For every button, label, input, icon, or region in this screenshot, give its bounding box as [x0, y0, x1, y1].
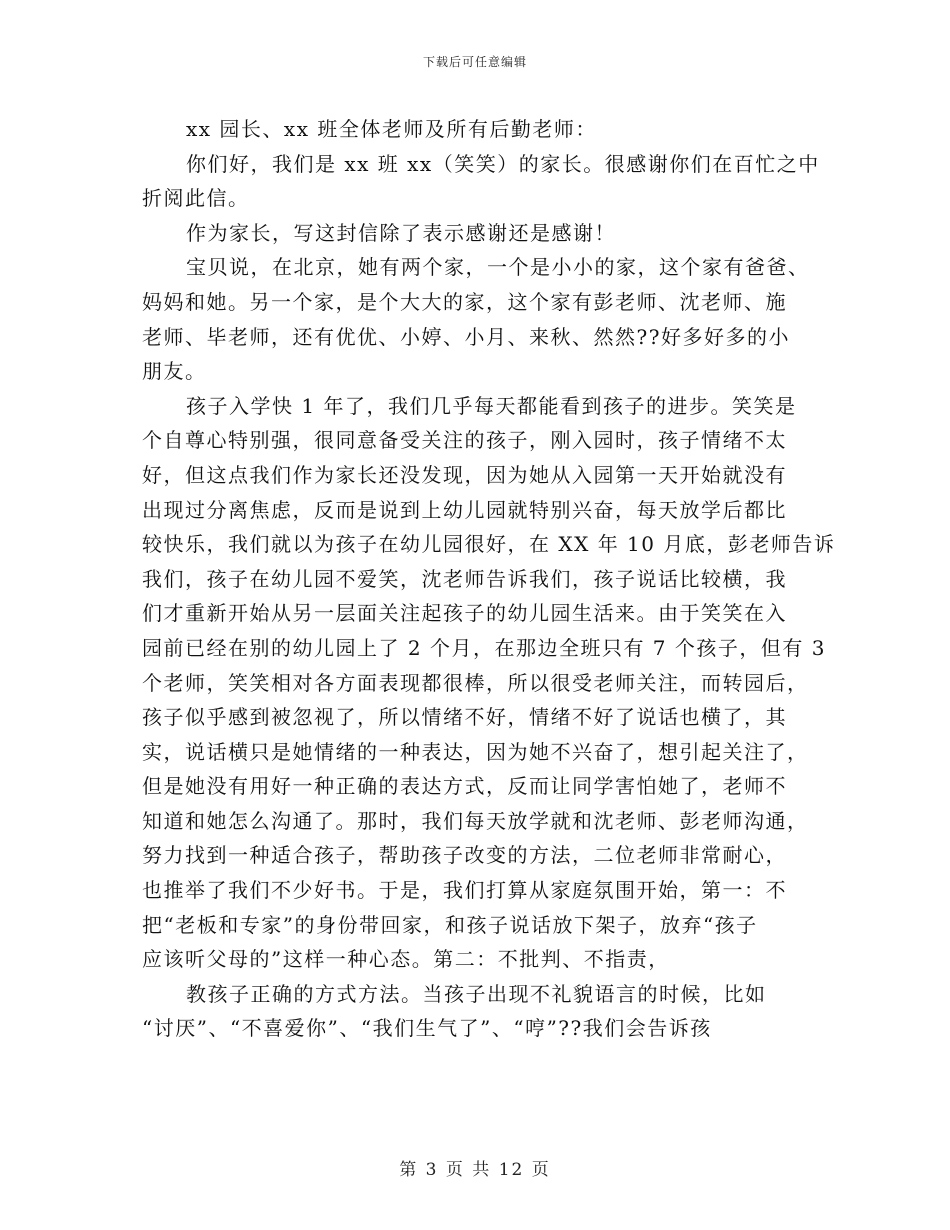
text-line: “讨厌”、“不喜爱你”、“我们生气了”、“哼”??我们会告诉孩	[142, 1016, 712, 1041]
text-line: 也推举了我们不少好书。于是，我们打算从家庭氛围开始，第一：不	[142, 878, 787, 903]
text-line: 较快乐，我们就以为孩子在幼儿园很好，在 XX 年 10 月底，彭老师告诉	[142, 532, 836, 557]
text-line: 努力找到一种适合孩子，帮助孩子改变的方法，二位老师非常耐心，	[142, 843, 787, 868]
page-header: 下载后可任意编辑	[422, 55, 527, 69]
text-line: 教孩子正确的方式方法。当孩子出现不礼貌语言的时候，比如	[186, 981, 767, 1006]
text-line: 出现过分离焦虑，反而是说到上幼儿园就特别兴奋，每天放学后都比	[142, 497, 787, 522]
text-line: 你们好，我们是 xx 班 xx（笑笑）的家长。很感谢你们在百忙之中	[186, 151, 820, 176]
salutation-line: xx 园长、xx 班全体老师及所有后勤老师：	[186, 117, 597, 141]
text-line: 应该听父母的”这样一种心态。第二：不批判、不指责，	[142, 947, 670, 972]
text-line: 个自尊心特别强，很同意备受关注的孩子，刚入园时，孩子情绪不太	[142, 428, 787, 453]
text-line: 宝贝说，在北京，她有两个家，一个是小小的家，这个家有爸爸、	[186, 255, 810, 280]
text-line: 我们，孩子在幼儿园不爱笑，沈老师告诉我们，孩子说话比较横，我	[142, 566, 787, 591]
text-line: 但是她没有用好一种正确的表达方式，反而让同学害怕她了，老师不	[142, 774, 787, 799]
letter-body	[142, 112, 836, 1046]
page-number-footer: 第 3 页 共 12 页	[399, 1160, 551, 1180]
text-line: 实，说话横只是她情绪的一种表达，因为她不兴奋了，想引起关注了，	[142, 739, 809, 764]
text-line: 个老师，笑笑相对各方面表现都很棒，所以很受老师关注，而转园后，	[142, 670, 809, 695]
text-line: 园前已经在别的幼儿园上了 2 个月，在那边全班只有 7 个孩子，但有 3	[142, 635, 826, 660]
text-line: 折阅此信。	[142, 186, 250, 211]
text-line: 孩子似乎感到被忽视了，所以情绪不好，情绪不好了说话也横了，其	[142, 705, 787, 730]
text-line: 孩子入学快 1 年了，我们几乎每天都能看到孩子的进步。笑笑是	[186, 393, 797, 418]
text-line: 知道和她怎么沟通了。那时，我们每天放学就和沈老师、彭老师沟通，	[142, 808, 809, 833]
text-line: 作为家长，写这封信除了表示感谢还是感谢！	[186, 220, 616, 245]
text-line: 好，但这点我们作为家长还没发现，因为她从入园第一天开始就没有	[142, 462, 787, 487]
text-line: 们才重新开始从另一层面关注起孩子的幼儿园生活来。由于笑笑在入	[142, 601, 787, 626]
text-line: 朋友。	[142, 359, 207, 384]
text-line: 妈妈和她。另一个家，是个大大的家，这个家有彭老师、沈老师、施	[142, 289, 787, 314]
text-line: 老师、毕老师，还有优优、小婷、小月、来秋、然然??好多好多的小	[142, 324, 790, 349]
text-line: 把“老板和专家”的身份带回家，和孩子说话放下架子，放弃“孩子	[142, 912, 758, 937]
